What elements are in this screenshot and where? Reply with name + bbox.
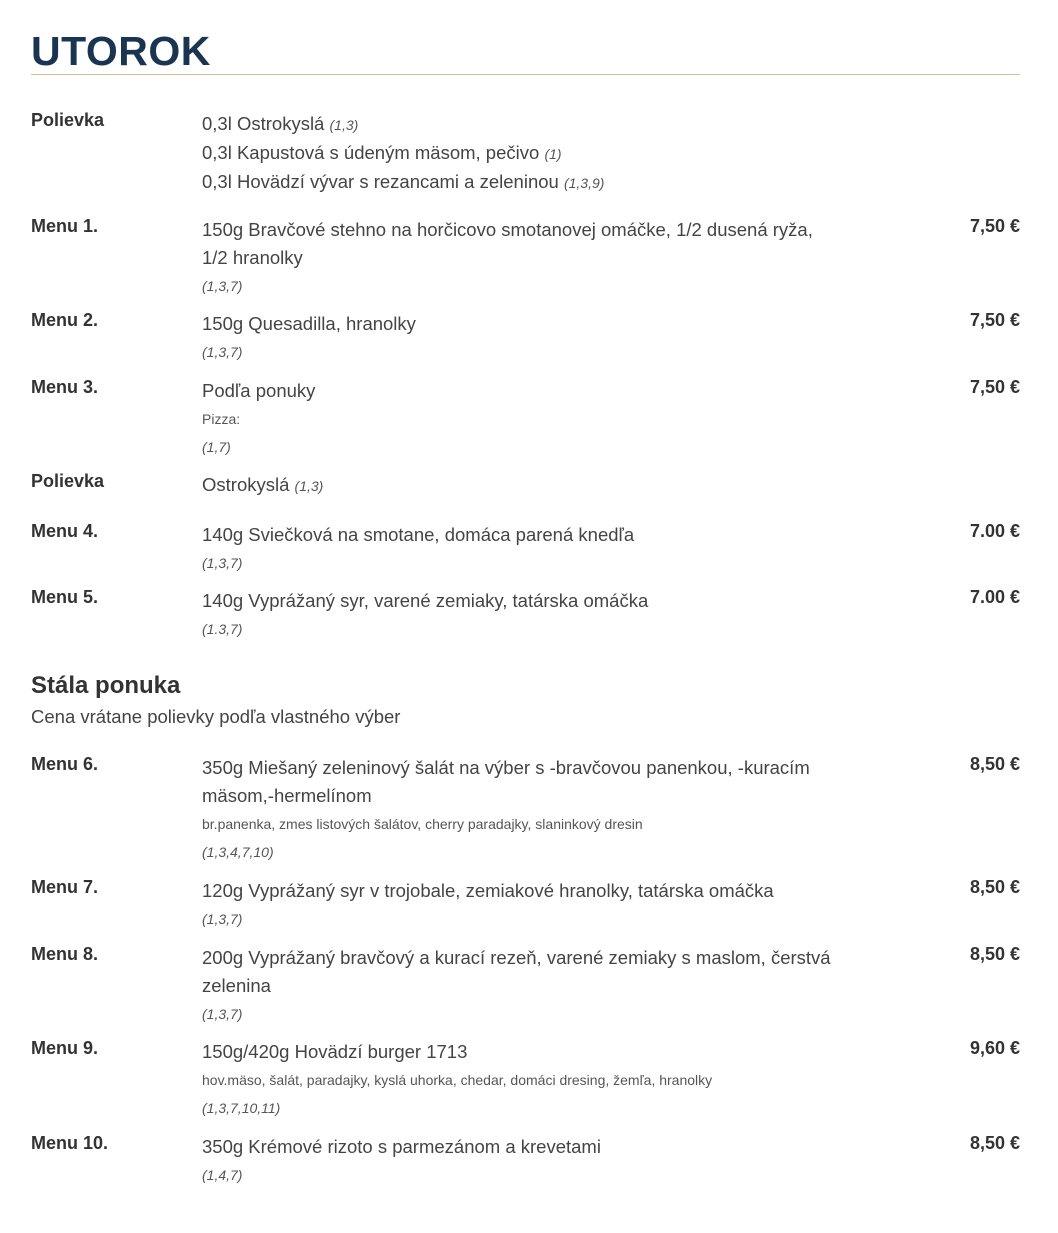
- price: 8,50 €: [969, 754, 1020, 774]
- price: 7,50 €: [969, 377, 1020, 397]
- row-label: Menu 5.: [31, 587, 99, 607]
- day-title: UTOROK: [31, 28, 211, 74]
- soup-item: Ostrokyslá (1,3): [202, 474, 324, 495]
- soup-item: 0,3l Kapustová s údeným mäsom, pečivo (1): [202, 142, 562, 163]
- menu-note: hov.mäso, šalát, paradajky, kyslá uhorka, chedar, domáci dresing, žemľa, hranolky: [202, 1072, 713, 1088]
- allergen-codes: (1,3,7): [202, 1006, 243, 1022]
- row-label: Polievka: [31, 110, 105, 130]
- price: 8,50 €: [969, 944, 1020, 964]
- menu-description: 140g Vyprážaný syr, varené zemiaky, tatárska omáčka (1.3,7): [202, 587, 867, 643]
- price: 7,50 €: [969, 216, 1020, 236]
- price: 7,50 €: [969, 310, 1020, 330]
- row-label: Menu 2.: [31, 310, 99, 330]
- allergen-codes: (1.3,7): [202, 621, 243, 637]
- menu-description: 350g Miešaný zeleninový šalát na výber s -bravčovou panenkou, -kuracím mäsom,-hermelínom br.panenka, zmes listových šalátov, cherry paradajky, slaninkový dresin (1,3,4,7,10): [202, 754, 867, 866]
- menu-note: br.panenka, zmes listových šalátov, cherry paradajky, slaninkový dresin: [202, 816, 643, 832]
- allergen-codes: (1,7): [202, 439, 231, 455]
- allergen-codes: (1,3,7): [202, 555, 243, 571]
- allergen-codes: (1,3,4,7,10): [202, 844, 274, 860]
- menu-description: 120g Vyprážaný syr v trojobale, zemiakové hranolky, tatárska omáčka (1,3,7): [202, 877, 867, 933]
- price: 7.00 €: [969, 521, 1020, 541]
- allergen-codes: (1,4,7): [202, 1167, 243, 1183]
- soup-item: 0,3l Ostrokyslá (1,3): [202, 113, 359, 134]
- row-label: Menu 9.: [31, 1038, 99, 1058]
- menu-description: 150g Quesadilla, hranolky (1,3,7): [202, 310, 867, 366]
- allergen-codes: (1,3,7): [202, 911, 243, 927]
- allergen-codes: (1): [544, 146, 562, 162]
- price: 8,50 €: [969, 877, 1020, 897]
- row-label: Menu 10.: [31, 1133, 109, 1153]
- row-label: Menu 4.: [31, 521, 99, 541]
- row-label: Polievka: [31, 471, 105, 491]
- menu-description: 200g Vyprážaný bravčový a kurací rezeň, varené zemiaky s maslom, čerstvá zelenina (1,3,7): [202, 944, 867, 1028]
- row-label: Menu 8.: [31, 944, 99, 964]
- menu-note: Pizza:: [202, 411, 241, 427]
- allergen-codes: (1,3,9): [563, 175, 605, 191]
- allergen-codes: (1,3,7,10,11): [202, 1100, 281, 1116]
- price: 9,60 €: [969, 1038, 1020, 1058]
- allergen-codes: (1,3,7): [202, 344, 243, 360]
- row-label: Menu 6.: [31, 754, 99, 774]
- row-label: Menu 7.: [31, 877, 99, 897]
- soup-list: [202, 110, 867, 197]
- menu-description: 350g Krémové rizoto s parmezánom a krevetami (1,4,7): [202, 1133, 867, 1189]
- daily-menu: [31, 0, 1020, 1183]
- allergen-codes: (1,3,7): [202, 278, 243, 294]
- section-title: Stála ponuka: [31, 672, 181, 699]
- menu-description: 140g Sviečková na smotane, domáca parená knedľa (1,3,7): [202, 521, 867, 577]
- section-subtitle: Cena vrátane polievky podľa vlastného výber: [31, 706, 401, 727]
- price: 7.00 €: [969, 587, 1020, 607]
- allergen-codes: (1,3): [294, 478, 324, 494]
- title-divider: [31, 74, 1020, 75]
- allergen-codes: (1,3): [329, 117, 359, 133]
- row-label: Menu 1.: [31, 216, 99, 236]
- soup-item: 0,3l Hovädzí vývar s rezancami a zeleninou (1,3,9): [202, 171, 605, 192]
- menu-description: Podľa ponuky Pizza: (1,7): [202, 377, 867, 461]
- menu-description: 150g Bravčové stehno na horčicovo smotanovej omáčke, 1/2 dusená ryža, 1/2 hranolky (1,3,7): [202, 216, 867, 300]
- price: 8,50 €: [969, 1133, 1020, 1153]
- menu-description: 150g/420g Hovädzí burger 1713 hov.mäso, šalát, paradajky, kyslá uhorka, chedar, domáci dresing, žemľa, hranolky (1,3,7,10,11): [202, 1038, 867, 1122]
- row-label: Menu 3.: [31, 377, 99, 397]
